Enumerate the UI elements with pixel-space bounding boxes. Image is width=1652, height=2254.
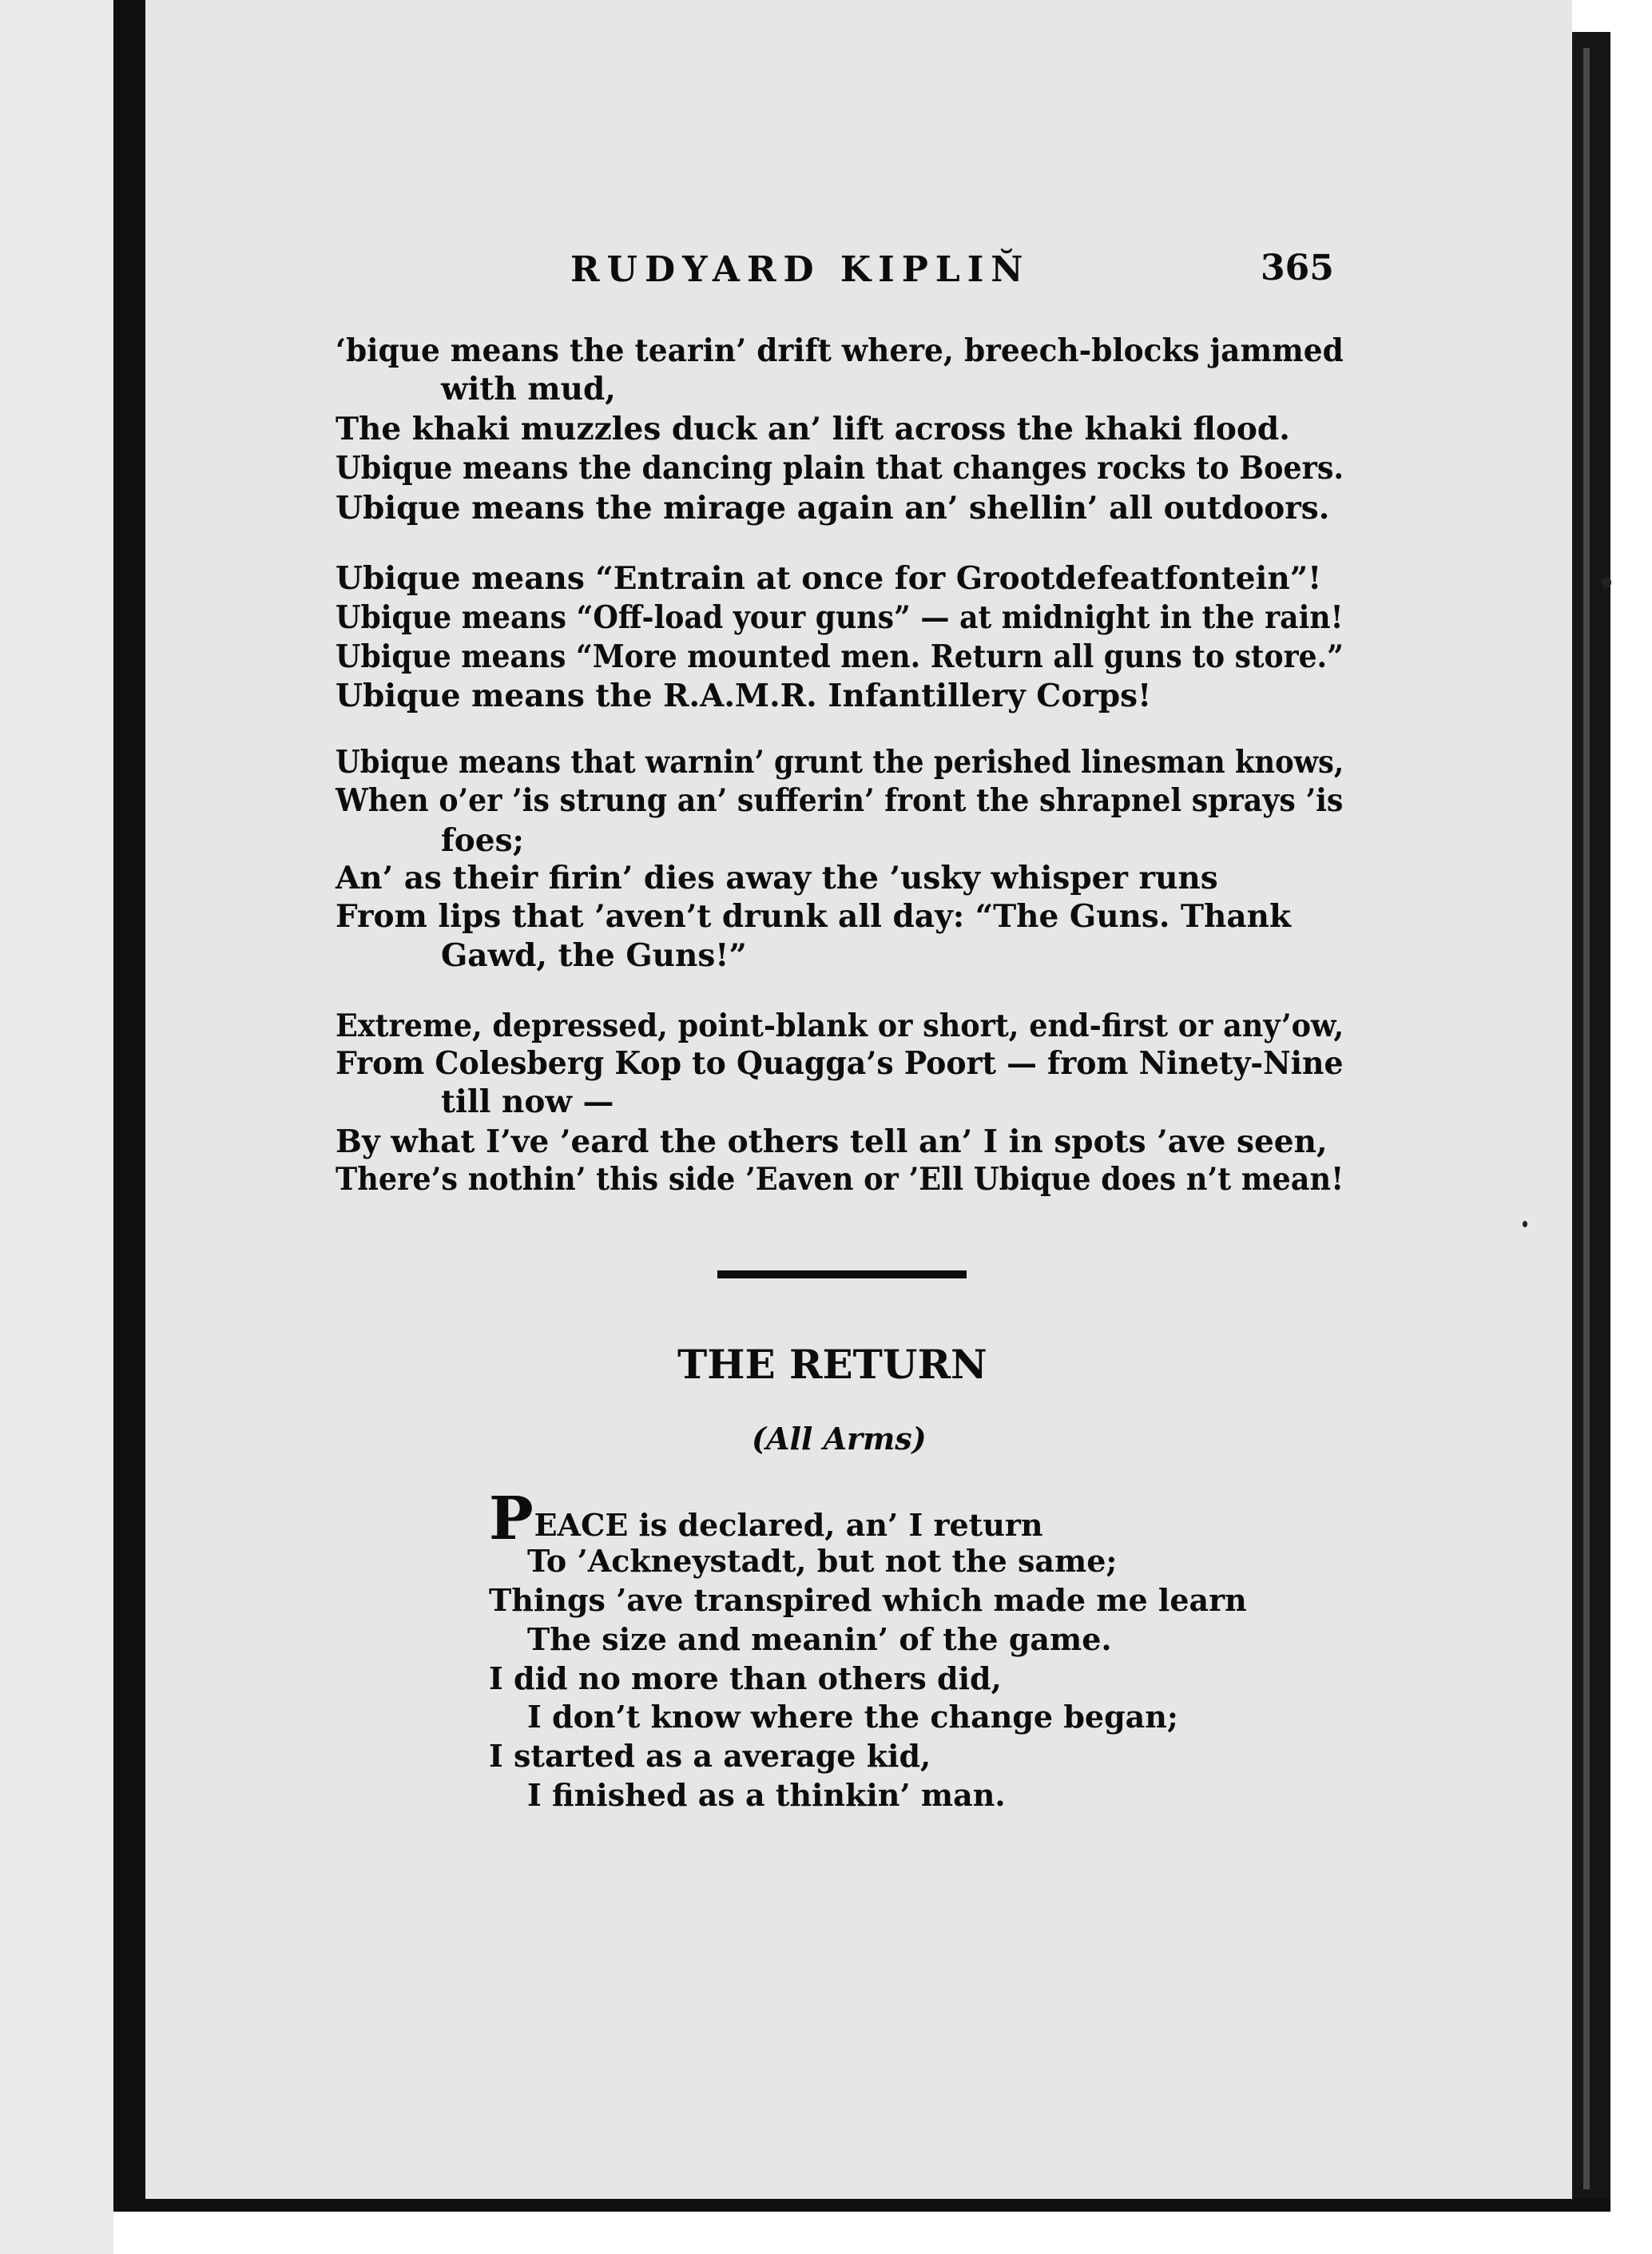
ink-speck [1523, 1221, 1527, 1227]
verse-line: Ubique means the dancing plain that changes rocks to Boers. [336, 450, 1344, 487]
verse-line: There’s nothin’ this side ’Eaven or ’Ell Ubique does n’t mean! [336, 1161, 1344, 1198]
verse-line: foes; [441, 822, 524, 859]
verse-line: From lips that ’aven’t drunk all day: “The Guns. Thank [336, 898, 1292, 935]
verse-line: Ubique means “More mounted men. Return all guns to store.” [336, 638, 1344, 675]
return-first-line [489, 1485, 1043, 1553]
verse-line: When o’er ’is strung an’ sufferin’ front the shrapnel sprays ’is [336, 782, 1344, 819]
section-divider-rule [717, 1270, 967, 1278]
book-page [145, 0, 1572, 2199]
verse-line: By what I’ve ’eard the others tell an’ I in spots ’ave seen, [336, 1123, 1328, 1160]
running-header-title: RUDYARD KIPLIN̆ [570, 249, 1031, 290]
verse-line: Gawd, the Guns!” [441, 937, 747, 974]
verse-line: with mud, [441, 371, 616, 407]
verse-line: From Colesberg Kop to Quagga’s Poort — from Ninety-Nine [336, 1045, 1344, 1082]
verse-line: Ubique means the mirage again an’ shellin’ all outdoors. [336, 490, 1330, 527]
poem-subtitle [752, 1421, 927, 1457]
drop-cap: P [489, 1485, 534, 1553]
verse-line: Extreme, depressed, point-blank or short, end-first or any’ow, [336, 1008, 1344, 1044]
return-verse-line: I don’t know where the change began; [527, 1699, 1178, 1735]
verse-line: Ubique means “Off-load your guns” — at midnight in the rain! [336, 599, 1344, 636]
return-verse-line: Things ’ave transpired which made me learn [489, 1582, 1247, 1618]
return-verse-line: The size and meanin’ of the game. [527, 1621, 1112, 1657]
return-verse-line: I did no more than others did, [489, 1660, 1002, 1696]
return-verse-line: I finished as a thinkin’ man. [527, 1777, 1006, 1813]
scan-left-margin [0, 0, 113, 2254]
ink-speck [1602, 577, 1611, 588]
return-verse-line: To ’Ackneystadt, but not the same; [527, 1543, 1118, 1579]
verse-line: till now — [441, 1083, 614, 1120]
verse-line: Ubique means “Entrain at once for Grootdefeatfontein”! [336, 560, 1322, 597]
poem-subtitle-text: (All Arms) [752, 1421, 927, 1457]
verse-line: The khaki muzzles duck an’ lift across the khaki flood. [336, 411, 1290, 447]
verse-line: ‘bique means the tearin’ drift where, breech-blocks jammed [336, 332, 1344, 369]
poem-title: THE RETURN [677, 1341, 987, 1388]
verse-line: Ubique means that warnin’ grunt the perished linesman knows, [336, 744, 1344, 781]
page-right-edge-highlight [1583, 48, 1590, 2189]
verse-line: An’ as their firin’ dies away the ’usky whisper runs [336, 860, 1218, 896]
page-bottom-edge-shadow [113, 2199, 1610, 2212]
return-verse-line: I started as a average kid, [489, 1738, 931, 1774]
page-right-edge-shadow [1572, 32, 1610, 2205]
return-first-line-text: EACE is declared, an’ I return [534, 1507, 1043, 1543]
verse-line: Ubique means the R.A.M.R. Infantillery Corps! [336, 678, 1152, 714]
page-number: 365 [1261, 248, 1334, 288]
book-spine-shadow [113, 0, 145, 2205]
